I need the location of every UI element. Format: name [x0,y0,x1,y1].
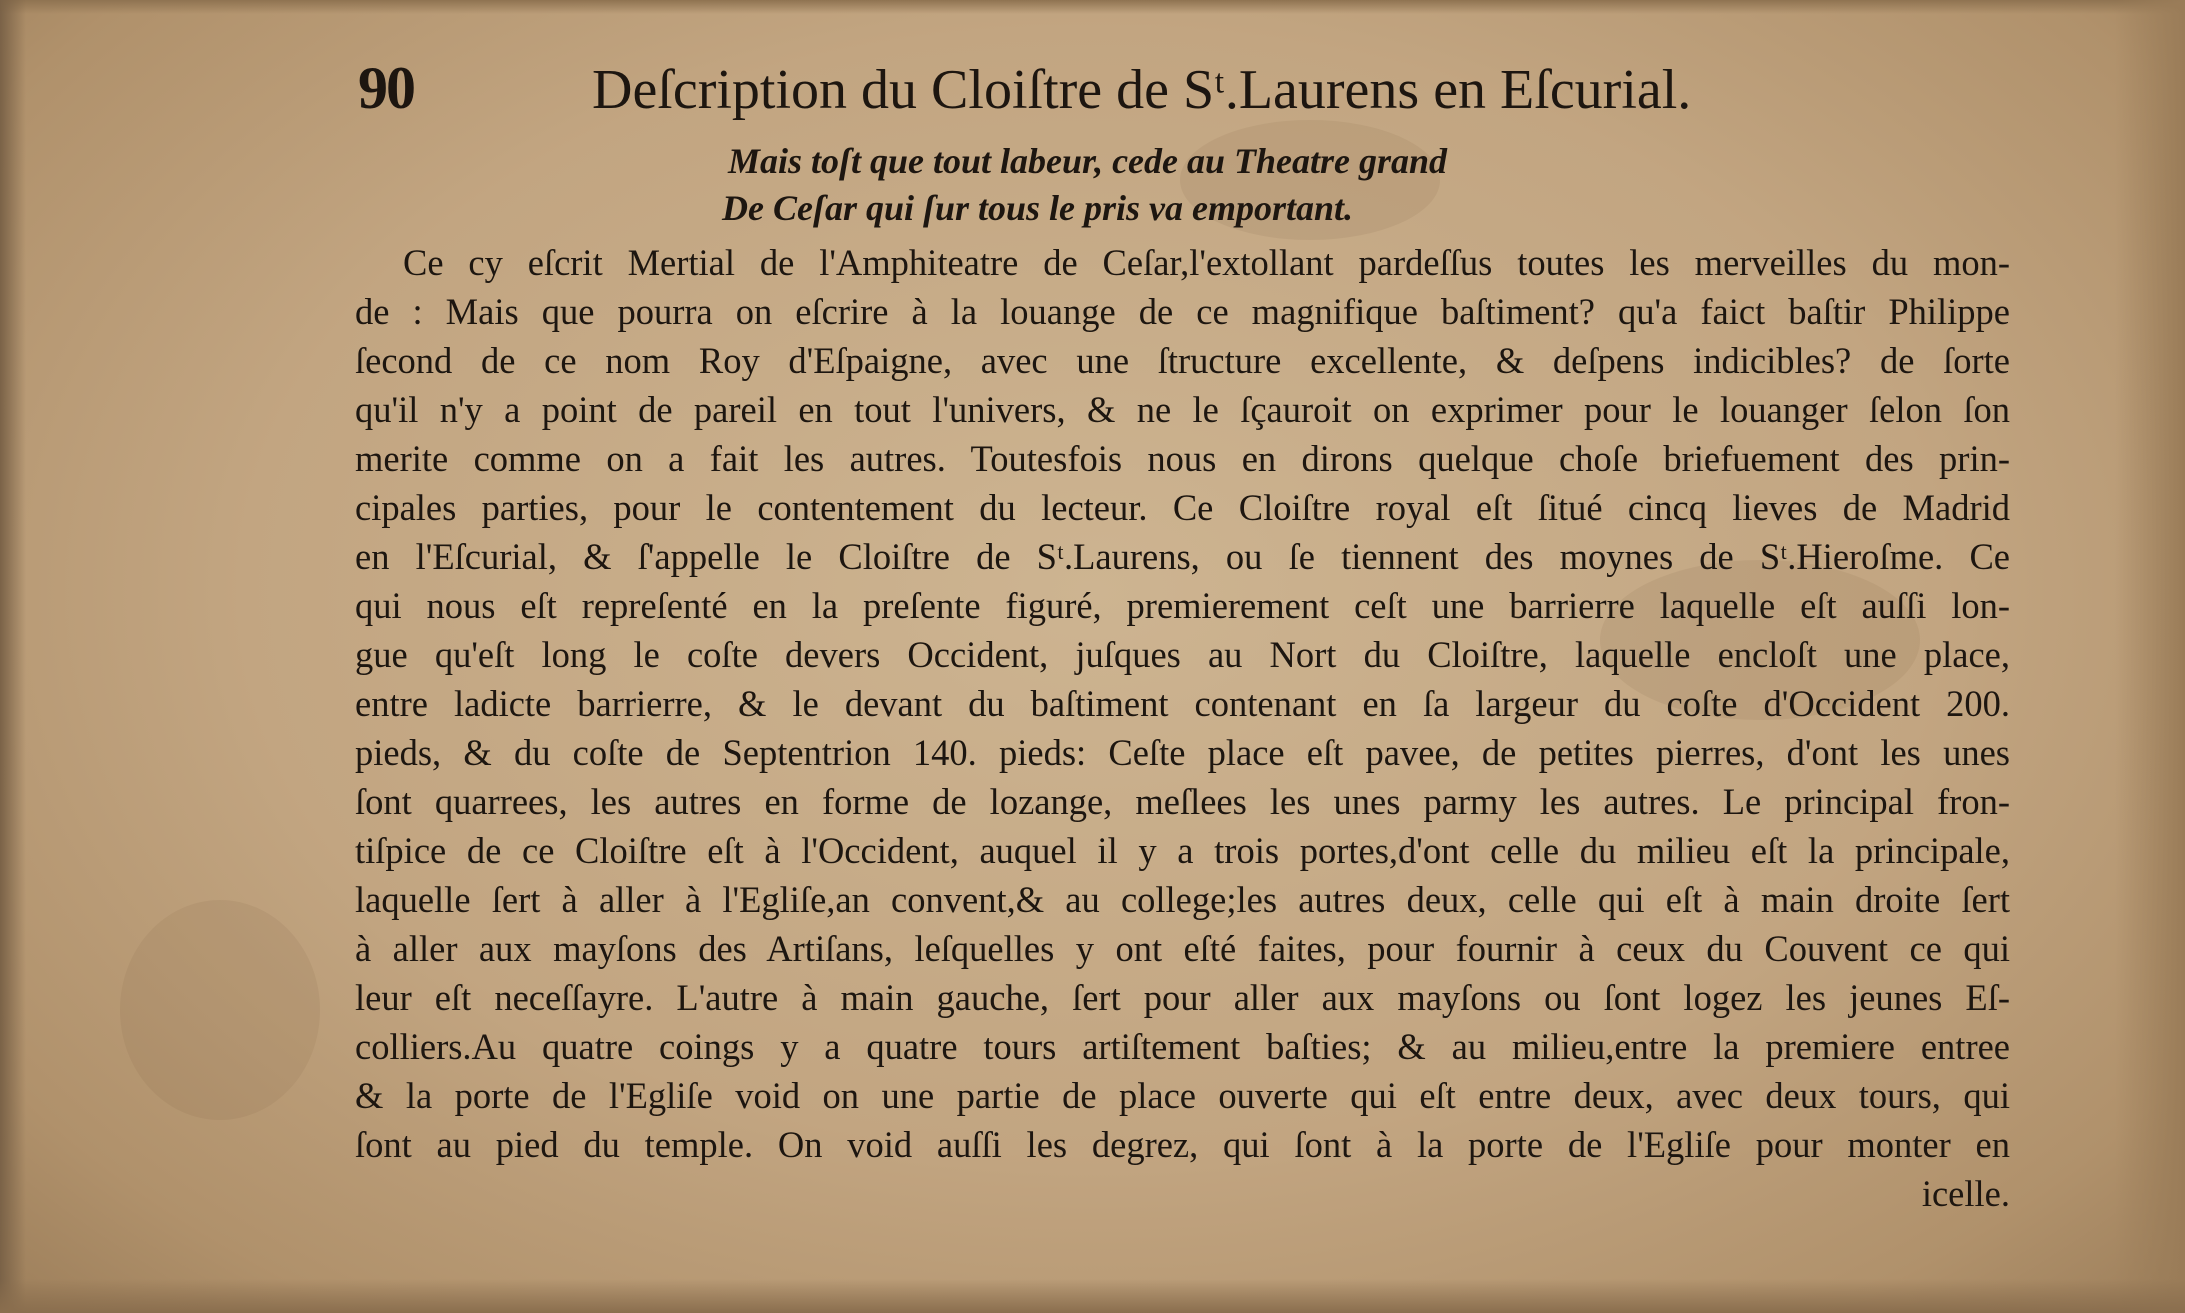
text-line: gue qu'eſt long le coſte devers Occident, juſques au Nort du Cloiſtre, laquelle encloſt une place, [355,634,2010,675]
verse-line: Mais toſt que tout labeur, cede au Theatre grand [728,141,1448,181]
text-line: leur eſt neceſſayre. L'autre à main gauche, ſert pour aller aux mayſons ou ſont logez les jeunes Eſ- [355,977,2010,1018]
text-line: laquelle ſert à aller à l'Egliſe,an convent,& au college;les autres deux, celle qui eſt à main droite ſert [355,879,2010,920]
page-edge-left [0,0,26,1313]
text-line: qu'il n'y a point de pareil en tout l'univers, & ne le ſçauroit on exprimer pour le louanger ſelon ſon [355,389,2010,430]
text-line: entre ladicte barrierre, & le devant du baſtiment contenant en ſa largeur du coſte d'Occident 200. [355,683,2010,724]
text-line: ſont quarrees, les autres en forme de lozange, meſlees les unes parmy les autres. Le principal fron- [355,781,2010,822]
text-line: en l'Eſcurial, & ſ'appelle le Cloiſtre de Sᵗ.Laurens, ou ſe tiennent des moynes de Sᵗ.Hieroſme. Ce [355,536,2010,577]
text-line: colliers.Au quatre coings y a quatre tours artiſtement baſties; & au milieu,entre la premiere entree [355,1026,2010,1067]
text-line: tiſpice de ce Cloiſtre eſt à l'Occident, auquel il y a trois portes,d'ont celle du milieu eſt la principale, [355,830,2010,871]
text-line: à aller aux mayſons des Artiſans, leſquelles y ont eſté faites, pour fournir à ceux du Couvent ce qui [355,928,2010,969]
text-line: pieds, & du coſte de Septentrion 140. pieds: Ceſte place eſt pavee, de petites pierres, d'ont les unes [355,732,2010,773]
verse-line: De Ceſar qui ſur tous le pris va emportant. [722,188,1354,228]
text-line: icelle. [1921,1173,2010,1214]
page-edge-right [2115,0,2185,1313]
text-line: ſont au pied du temple. On void auſſi les degrez, qui ſont à la porte de l'Egliſe pour monter en [355,1124,2010,1165]
page-edge-bottom [0,1279,2185,1313]
page-number: 90 [358,55,414,121]
text-line: Ce cy eſcrit Mertial de l'Amphiteatre de Ceſar,l'extollant pardeſſus toutes les merveilles du mon- [403,242,2010,283]
page-edge-top [0,0,2185,14]
body-text [355,238,2010,1218]
text-line: & la porte de l'Egliſe void on une partie de place ouverte qui eſt entre deux, avec deux tours, qui [355,1075,2010,1116]
text-line: qui nous eſt repreſenté en la preſente figuré, premierement ceſt une barrierre laquelle eſt auſſi lon- [355,585,2010,626]
text-line: cipales parties, pour le contentement du lecteur. Ce Cloiſtre royal eſt ſitué cincq lieves de Madrid [355,487,2010,528]
text-line: ſecond de ce nom Roy d'Eſpaigne, avec une ſtructure excellente, & deſpens indicibles? de ſorte [355,340,2010,381]
text-line: de : Mais que pourra on eſcrire à la louange de ce magnifique baſtiment? qu'a faict baſtir Philippe [355,291,2010,332]
text-line: merite comme on a fait les autres. Toutesfois nous en dirons quelque choſe briefuement des prin- [355,438,2010,479]
running-head: Deſcription du Cloiſtre de Sᵗ.Laurens en Eſcurial. [592,59,1692,121]
paper-stain [120,900,320,1120]
